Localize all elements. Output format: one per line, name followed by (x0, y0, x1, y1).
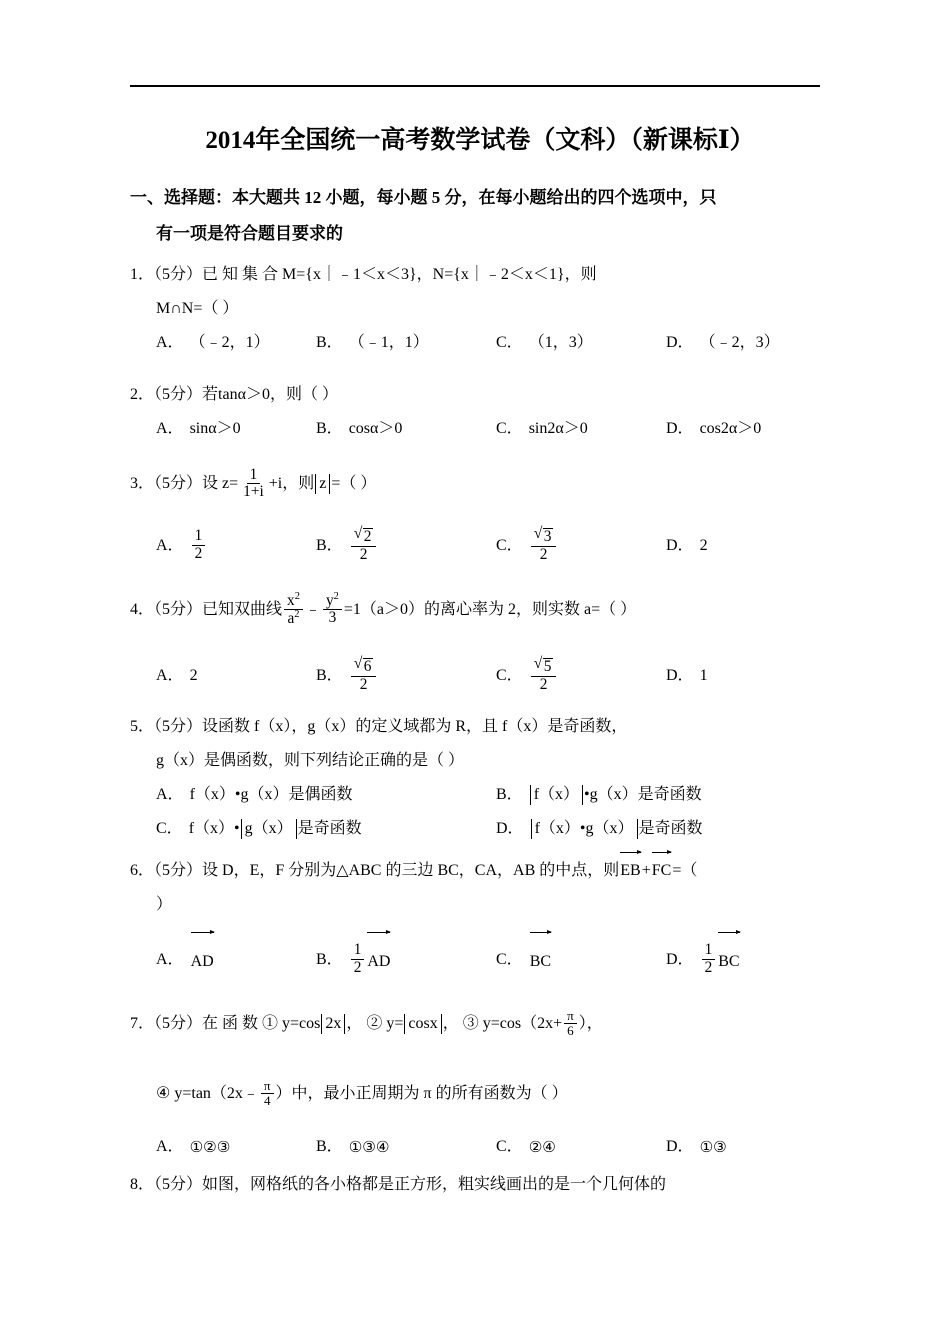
option-d-label: D． (666, 334, 694, 351)
question-3-text-mid: +i，则 (268, 475, 315, 492)
fraction-denominator: 1+i (243, 482, 264, 500)
option-c-fraction (531, 657, 557, 692)
exponent: 2 (294, 590, 300, 602)
option-d-value: cos2α＞0 (699, 420, 762, 437)
option-d[interactable] (666, 326, 816, 360)
option-b-fraction (351, 527, 377, 562)
vector-label: BC (530, 932, 551, 990)
option-d-label: D． (666, 951, 694, 968)
option-c-label: C． (496, 334, 523, 351)
option-d[interactable] (666, 412, 816, 446)
fraction-pi-over-4 (261, 1079, 274, 1108)
option-a[interactable] (156, 648, 316, 704)
question-4-text-prefix: 已知双曲线 (202, 601, 283, 618)
fraction-denominator: 6 (567, 1022, 574, 1038)
question-3-stem (130, 456, 830, 512)
question-4-stem (130, 582, 830, 638)
question-1-stem (130, 258, 830, 326)
question-4-score: （5分） (154, 601, 203, 618)
question-7-text-a: 在 函 数 ① y=cos (202, 1015, 321, 1032)
option-d-value: 是奇函数 (638, 820, 703, 837)
exponent: 2 (333, 591, 339, 603)
question-3-number: 3． (130, 475, 155, 492)
option-a-label: A． (156, 951, 184, 968)
section-heading-line1: 一、选择题：本大题共 12 小题，每小题 5 分，在每小题给出的四个选项中，只 (130, 188, 717, 207)
plus-sign: + (641, 862, 651, 879)
option-d[interactable] (666, 1130, 816, 1164)
vector-label: EB (620, 852, 640, 888)
option-c[interactable] (496, 518, 666, 574)
question-3-text-prefix: 设 z= (202, 475, 239, 492)
fraction-numerator (531, 527, 557, 546)
question-6-text: 设 D，E，F 分别为△ABC 的三边 BC，CA，AB 的中点，则 (202, 862, 620, 879)
option-b-value: （﹣1，1） (348, 334, 429, 351)
vector-ad (191, 930, 214, 990)
option-a[interactable] (156, 518, 316, 574)
option-a-label: A． (156, 537, 184, 554)
question-5-options-row1 (130, 778, 830, 812)
option-a-label: A． (156, 667, 184, 684)
absolute-value-g-of-x: g（x） (241, 819, 297, 839)
option-c-label: C． (496, 667, 523, 684)
option-a-value: ①②③ (189, 1138, 231, 1156)
fraction-denominator (284, 610, 302, 627)
question-8-number: 8． (130, 1176, 155, 1193)
option-a[interactable] (156, 412, 316, 446)
question-2-stem (130, 378, 830, 412)
option-d-value: 2 (699, 537, 708, 554)
exponent: 2 (294, 608, 300, 620)
fraction-denominator: 4 (263, 1092, 271, 1108)
section-heading (130, 180, 830, 252)
absolute-value-z: z (315, 474, 330, 494)
option-d-value: 1 (699, 667, 708, 684)
fraction-pi-over-6 (564, 1009, 577, 1038)
page-title: 2014年全国统一高考数学试卷（文科）（新课标Ⅰ） (205, 127, 755, 154)
option-b-label: B． (316, 667, 343, 684)
fraction-denominator: 2 (194, 544, 203, 562)
option-c[interactable] (156, 812, 496, 846)
fraction-numerator (323, 592, 342, 610)
fraction-denominator: 2 (539, 545, 548, 563)
vector-label: AD (191, 932, 214, 990)
option-b[interactable] (496, 778, 826, 812)
question-1-number: 1． (130, 266, 155, 283)
vector-label: AD (367, 932, 390, 990)
option-b[interactable] (316, 930, 496, 990)
option-b[interactable] (316, 1130, 496, 1164)
fraction-denominator: 2 (359, 545, 368, 563)
fraction-one-over-one-plus-i (240, 467, 267, 500)
option-b-value: •g（x）是奇函数 (584, 786, 702, 803)
option-d-label: D． (496, 820, 524, 837)
absolute-value-2x: 2x (321, 1014, 345, 1034)
option-a[interactable] (156, 930, 316, 990)
question-5-stem (130, 710, 830, 778)
option-c[interactable] (496, 412, 666, 446)
option-a-value: sinα＞0 (189, 420, 241, 437)
question-8-score: （5分） (154, 1176, 203, 1193)
option-d-label: D． (666, 420, 694, 437)
question-8 (130, 1168, 830, 1202)
fraction-numerator (531, 657, 557, 676)
question-1-text-cont: M∩N=（ ） (156, 300, 239, 317)
question-2 (130, 378, 830, 446)
option-d-value: ①③ (699, 1138, 727, 1156)
question-5-number: 5． (130, 718, 155, 735)
question-3-text-suffix: =（ ） (331, 475, 377, 492)
fraction-x2-over-a2 (284, 592, 303, 627)
question-6 (130, 850, 830, 990)
option-c-prefix: f（x）• (188, 820, 240, 837)
option-b-label: B． (316, 334, 343, 351)
question-3-score: （5分） (154, 475, 203, 492)
option-c[interactable] (496, 930, 666, 990)
question-5 (130, 710, 830, 846)
question-7-text-e: ④ y=tan（2x﹣ (156, 1085, 259, 1102)
option-b-label: B． (316, 420, 343, 437)
section-heading-line2: 有一项是符合题目要求的 (156, 224, 343, 243)
vector-bc (718, 930, 739, 990)
question-7-text-f: ）中，最小正周期为 π 的所有函数为（ ） (275, 1085, 568, 1102)
fraction-denominator: 2 (353, 958, 362, 976)
question-2-text: 若tanα＞0，则（ ） (202, 386, 338, 403)
fraction-numerator: 1 (702, 942, 716, 959)
option-d-label: D． (666, 667, 694, 684)
question-1 (130, 258, 830, 360)
question-1-score: （5分） (154, 266, 203, 283)
question-6-options (130, 930, 830, 990)
fraction-numerator (284, 592, 303, 610)
question-2-score: （5分） (154, 386, 203, 403)
option-a-value: f（x）•g（x）是偶函数 (189, 786, 353, 803)
option-c-label: C． (156, 820, 183, 837)
option-d-label: D． (666, 537, 694, 554)
option-a-value: （﹣2，1） (189, 334, 270, 351)
absolute-value-cosx: cosx (404, 1014, 441, 1034)
minus-sign: ﹣ (304, 601, 321, 618)
vector-fc (652, 850, 672, 888)
option-b-label: B． (496, 786, 523, 803)
option-a-label: A． (156, 786, 184, 803)
option-c-value: sin2α＞0 (528, 420, 588, 437)
option-c[interactable] (496, 326, 666, 360)
option-b[interactable] (316, 648, 496, 704)
question-4 (130, 582, 830, 704)
option-b-fraction (351, 657, 377, 692)
option-b[interactable] (316, 518, 496, 574)
fraction-numerator: π (564, 1009, 577, 1024)
question-7-stem-line2 (130, 1066, 830, 1122)
option-b-label: B． (316, 537, 343, 554)
option-c[interactable] (496, 648, 666, 704)
option-c-label: C． (496, 420, 523, 437)
question-7-stem-line1 (130, 996, 830, 1052)
document-content (130, 120, 830, 1206)
option-a-label: A． (156, 1138, 184, 1155)
question-7-text-c: ， ③ y=cos（2x+ (442, 1015, 563, 1032)
option-b-label: B． (316, 1138, 343, 1155)
option-d[interactable] (666, 648, 816, 704)
option-c-value: 是奇函数 (297, 820, 362, 837)
question-7-text-d: ）， (578, 1015, 603, 1032)
option-b-fraction (351, 942, 365, 975)
option-d[interactable] (666, 518, 816, 574)
question-5-text-cont: g（x）是偶函数，则下列结论正确的是（ ） (156, 752, 465, 769)
vector-label: BC (718, 932, 739, 990)
question-6-equals: =（ (672, 862, 698, 879)
question-8-text: 如图，网格纸的各小格都是正方形，粗实线画出的是一个几何体的 (202, 1176, 667, 1193)
fraction-numerator: 1 (351, 942, 365, 959)
absolute-value-f-of-x: f（x） (530, 785, 583, 805)
option-c-value: ②④ (528, 1138, 556, 1156)
option-c-value: （1，3） (528, 334, 593, 351)
question-7-options (130, 1130, 830, 1164)
fraction-numerator: π (261, 1079, 274, 1094)
option-d[interactable] (496, 812, 826, 846)
question-6-score: （5分） (154, 862, 203, 879)
option-a-label: A． (156, 420, 184, 437)
question-4-options (130, 648, 830, 704)
question-1-text: 已 知 集 合 M={x｜﹣1＜x＜3}，N={x｜﹣2＜x＜1}，则 (202, 266, 597, 283)
question-2-options (130, 412, 830, 446)
question-8-stem (130, 1168, 830, 1202)
vector-bc (530, 930, 551, 990)
question-6-stem (130, 850, 830, 922)
question-4-number: 4． (130, 601, 155, 618)
sqrt-radicand: 3 (543, 528, 552, 546)
sqrt-radicand: 2 (363, 528, 372, 546)
fraction-denominator: 2 (539, 675, 548, 693)
header-rule (130, 85, 820, 87)
option-b-value: cosα＞0 (348, 420, 403, 437)
option-a[interactable] (156, 778, 496, 812)
option-c-fraction (531, 527, 557, 562)
sqrt-icon (534, 527, 554, 545)
fraction-denominator: 2 (359, 675, 368, 693)
question-3-options (130, 518, 830, 574)
option-d-fraction (702, 942, 716, 975)
option-d-value: （﹣2，3） (699, 334, 780, 351)
option-b-label: B． (316, 951, 343, 968)
question-7-text-b: ， ② y= (346, 1015, 404, 1032)
question-4-text-suffix: =1（a＞0）的离心率为 2，则实数 a=（ ） (343, 601, 637, 618)
option-c-label: C． (496, 951, 523, 968)
sqrt-radicand: 5 (543, 658, 552, 676)
option-c[interactable] (496, 1130, 666, 1164)
fraction-denominator: 3 (328, 609, 337, 627)
option-a[interactable] (156, 1130, 316, 1164)
option-b[interactable] (316, 326, 496, 360)
fraction-denominator: 2 (704, 958, 713, 976)
fraction-numerator (351, 657, 377, 676)
fraction-numerator: 1 (192, 528, 206, 545)
option-d[interactable] (666, 930, 816, 990)
fraction-y2-over-3 (323, 592, 342, 626)
sqrt-icon (354, 527, 374, 545)
fraction-numerator (351, 527, 377, 546)
question-6-text-cont: ） (156, 896, 173, 913)
option-c-label: C． (496, 537, 523, 554)
variable-y: y (325, 592, 334, 610)
option-d-label: D． (666, 1138, 694, 1155)
question-5-text: 设函数 f（x），g（x）的定义域都为 R，且 f（x）是奇函数， (202, 718, 628, 735)
option-b[interactable] (316, 412, 496, 446)
question-6-number: 6． (130, 862, 155, 879)
sqrt-radicand: 6 (363, 658, 372, 676)
variable-a: a (287, 609, 295, 627)
vector-eb (620, 850, 640, 888)
sqrt-icon (354, 657, 374, 675)
option-a-value: 2 (189, 667, 198, 684)
option-c-label: C． (496, 1138, 523, 1155)
option-b-value: ①③④ (348, 1138, 390, 1156)
vector-label: FC (652, 852, 672, 888)
sqrt-icon (534, 657, 554, 675)
question-2-number: 2． (130, 386, 155, 403)
question-5-score: （5分） (154, 718, 203, 735)
question-5-options-row2 (130, 812, 830, 846)
fraction-numerator: 1 (247, 467, 261, 484)
question-3 (130, 456, 830, 574)
vector-ad (367, 930, 390, 990)
option-a-label: A． (156, 334, 184, 351)
question-7 (130, 996, 830, 1164)
question-1-options (130, 326, 830, 360)
option-a[interactable] (156, 326, 316, 360)
absolute-value-f-times-g: f（x）•g（x） (531, 819, 638, 839)
option-a-fraction (192, 528, 206, 561)
question-7-score: （5分） (154, 1015, 203, 1032)
question-7-number: 7． (130, 1015, 155, 1032)
variable-x: x (287, 591, 295, 609)
